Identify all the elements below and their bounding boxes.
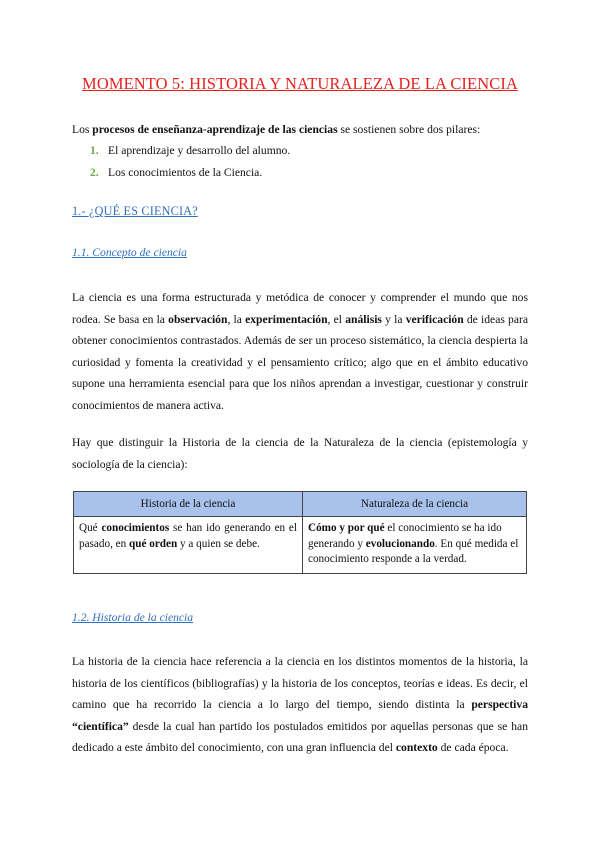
list-item-text: El aprendizaje y desarrollo del alumno. [108, 144, 291, 157]
intro-post: se sostienen sobre dos pilares: [337, 123, 481, 136]
distinction-paragraph: Hay que distinguir la Historia de la ciencia de la Naturaleza de la ciencia (epistemología y sociología de la ciencia): [72, 436, 528, 471]
bold-run: análisis [345, 312, 382, 326]
table-cell-history [74, 517, 303, 574]
bold-run: perspectiva “científica” [72, 698, 528, 733]
section-heading: 1.- ¿QUÉ ES CIENCIA? [72, 204, 198, 218]
bold-run: verificación [405, 312, 464, 326]
concept-paragraph [72, 287, 528, 416]
text-run: y la [381, 312, 406, 326]
text-run: , la [227, 312, 246, 326]
text-run: Qué [79, 522, 102, 534]
bold-run: Cómo y por qué [308, 522, 385, 534]
list-item-number: 1. [90, 144, 99, 157]
text-run: La historia de la ciencia hace referencia a la ciencia en los distintos momentos de la historia, la historia de los científicos (bibliografías) y la historia de los conceptos, teorías e ideas. Es decir, el camino que ha recorrido la ciencia a lo largo del tiempo, siendo distinta la [72, 655, 528, 711]
table-header-nature: Naturaleza de la ciencia [303, 492, 527, 517]
subsection-heading-concept: 1.1. Concepto de ciencia [72, 246, 187, 259]
intro-paragraph [72, 119, 528, 141]
intro-bold: procesos de enseñanza-aprendizaje de las ciencias [92, 123, 338, 136]
bold-run: evolucionando [365, 537, 435, 550]
text-run: de cada época. [437, 741, 509, 754]
subsection-heading-history: 1.2. Historia de la ciencia [72, 611, 194, 624]
bold-run: conocimientos [101, 522, 170, 534]
pillars-list [90, 140, 290, 183]
bold-run: contexto [395, 741, 438, 754]
text-run: , el [327, 312, 346, 326]
history-paragraph [72, 651, 528, 759]
list-item-text: Los conocimientos de la Ciencia. [108, 165, 263, 179]
table-header-row [74, 492, 527, 517]
bold-run: observación [168, 312, 228, 326]
table-cell-nature [303, 517, 527, 574]
intro-pre: Los [72, 123, 93, 136]
text-run: . En qué medida el conocimiento responde a la verdad. [308, 537, 519, 565]
comparison-table [73, 491, 527, 574]
bold-run: experimentación [245, 312, 328, 326]
text-run: y a quien se debe. [177, 537, 260, 550]
text-run: el conocimiento se ha ido generando y [308, 522, 502, 550]
text-run: se han ido generando en el pasado, en [79, 522, 298, 550]
list-item [90, 162, 290, 184]
text-run: desde la cual han partido los postulados emitidos por aquellas personas que se han dedicado a este ámbito del conocimiento, con una gran influencia del [72, 719, 528, 754]
table-header-history: Historia de la ciencia [74, 492, 303, 517]
text-run: La ciencia es una forma estructurada y metódica de conocer y comprender el mundo que nos rodea. Se basa en la [72, 291, 528, 326]
bold-run: qué orden [129, 537, 178, 550]
list-item-number: 2. [90, 165, 99, 179]
text-run: de ideas para obtener conocimientos contrastados. Además de ser un proceso sistemático, la ciencia despierta la curiosidad y fomenta la creatividad y el pensamiento crítico; algo que en el ámbito educativo supone una herramienta esencial para que los niños aprendan a investigar, cuestionar y construir conocimientos de manera activa. [72, 312, 529, 412]
table-row [74, 517, 527, 574]
page-title: MOMENTO 5: HISTORIA Y NATURALEZA DE LA CIENCIA [82, 74, 518, 93]
list-item [90, 140, 290, 162]
